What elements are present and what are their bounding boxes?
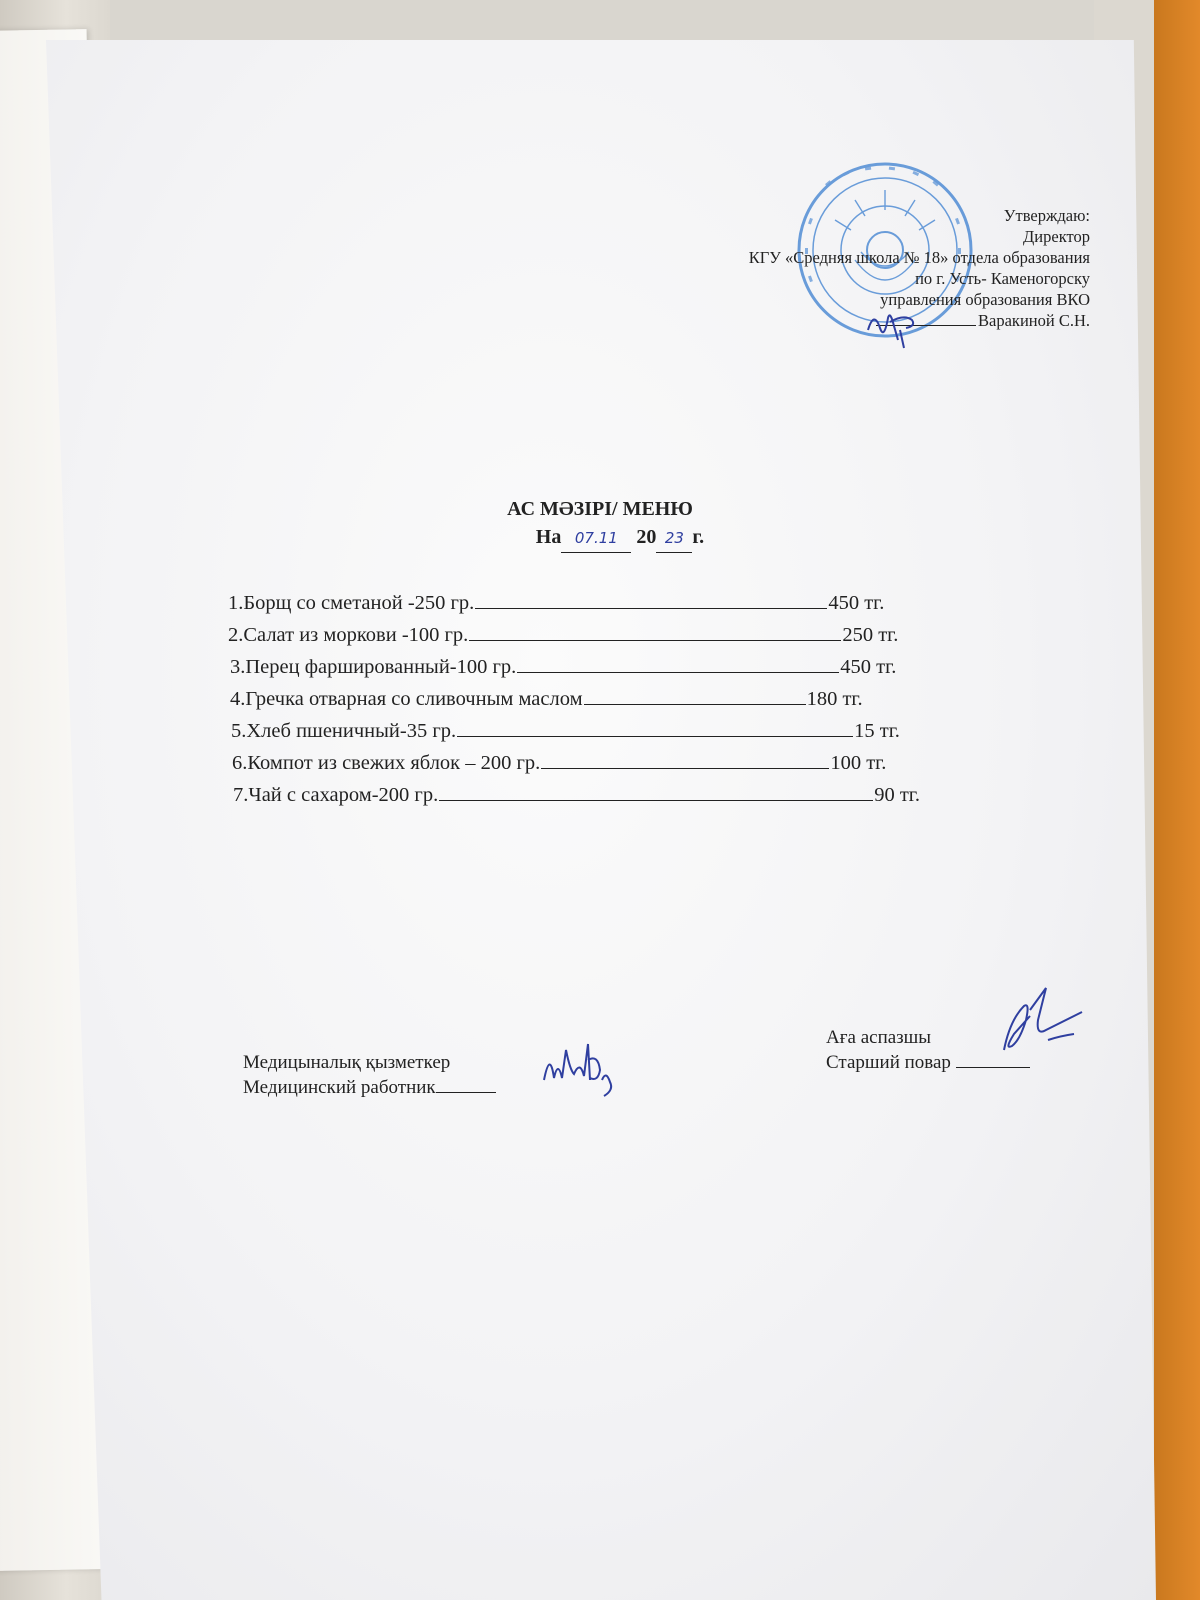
menu-item [230,656,1048,688]
menu-list [228,592,1048,816]
menu-item-price: 90 тг. [874,784,921,806]
orange-edge [1154,0,1200,1600]
approval-line: управления образования ВКО [880,290,1090,309]
director-signature [860,300,930,350]
menu-item [233,784,1048,816]
approval-line: Утверждаю: [1003,206,1090,225]
date-row [0,523,1200,553]
leader-line [457,720,853,737]
approval-line: по г. Усть- Каменогорску [915,269,1090,288]
director-name: Варакиной С.Н. [978,311,1090,330]
date-day-field [561,523,631,553]
medical-worker-label-ru: Медицинский работник [243,1077,436,1098]
menu-item [231,720,1048,752]
date-prefix: На [535,526,562,548]
menu-item-price: 450 тг. [840,656,897,678]
menu-item-name: 6.Компот из свежих яблок – 200 гр. [232,752,541,774]
menu-item-name: 1.Борщ со сметаной -250 гр. [228,592,475,614]
medical-worker-block [243,1050,496,1100]
menu-item-price: 250 тг. [842,624,899,646]
date-day-handwritten: 07.11 [574,529,618,547]
approval-line: Директор [1023,227,1090,246]
date-year-handwritten: 23 [664,529,684,547]
menu-item [230,688,1048,720]
menu-title: АС МӘЗІРІ/ МЕНЮ [507,498,693,520]
menu-item-price: 100 тг. [830,752,887,774]
medical-worker-row [243,1075,496,1100]
menu-item [228,592,1048,624]
title-block [0,495,1200,553]
head-cook-label-kk: Аға аспазшы [826,1027,932,1048]
medical-worker-label-kk: Медицыналық қызметкер [243,1052,451,1073]
menu-item-name: 5.Хлеб пшеничный-35 гр. [231,720,457,742]
leader-line [541,752,829,769]
menu-item [232,752,1048,784]
menu-item-name: 4.Гречка отварная со сливочным маслом [230,688,583,710]
head-cook-signature [990,980,1090,1070]
menu-item-name: 3.Перец фаршированный-100 гр. [230,656,517,678]
date-suffix: г. [692,526,705,548]
leader-line [584,688,806,705]
head-cook-label-ru: Старший повар [826,1052,951,1073]
year-prefix: 20 [636,526,657,548]
date-year-field [656,523,692,553]
leader-line [475,592,827,609]
approval-line: КГУ «Средняя школа № 18» отдела образования [748,248,1090,267]
menu-item [228,624,1048,656]
signature-blank [436,1076,496,1093]
menu-item-price: 450 тг. [828,592,885,614]
leader-line [469,624,841,641]
leader-line [439,784,873,801]
leader-line [517,656,839,673]
menu-item-price: 15 тг. [854,720,900,742]
menu-item-name: 7.Чай с сахаром-200 гр. [233,784,439,806]
menu-item-name: 2.Салат из моркови -100 гр. [228,624,469,646]
medical-worker-signature [540,1030,620,1100]
menu-item-price: 180 тг. [806,688,863,710]
